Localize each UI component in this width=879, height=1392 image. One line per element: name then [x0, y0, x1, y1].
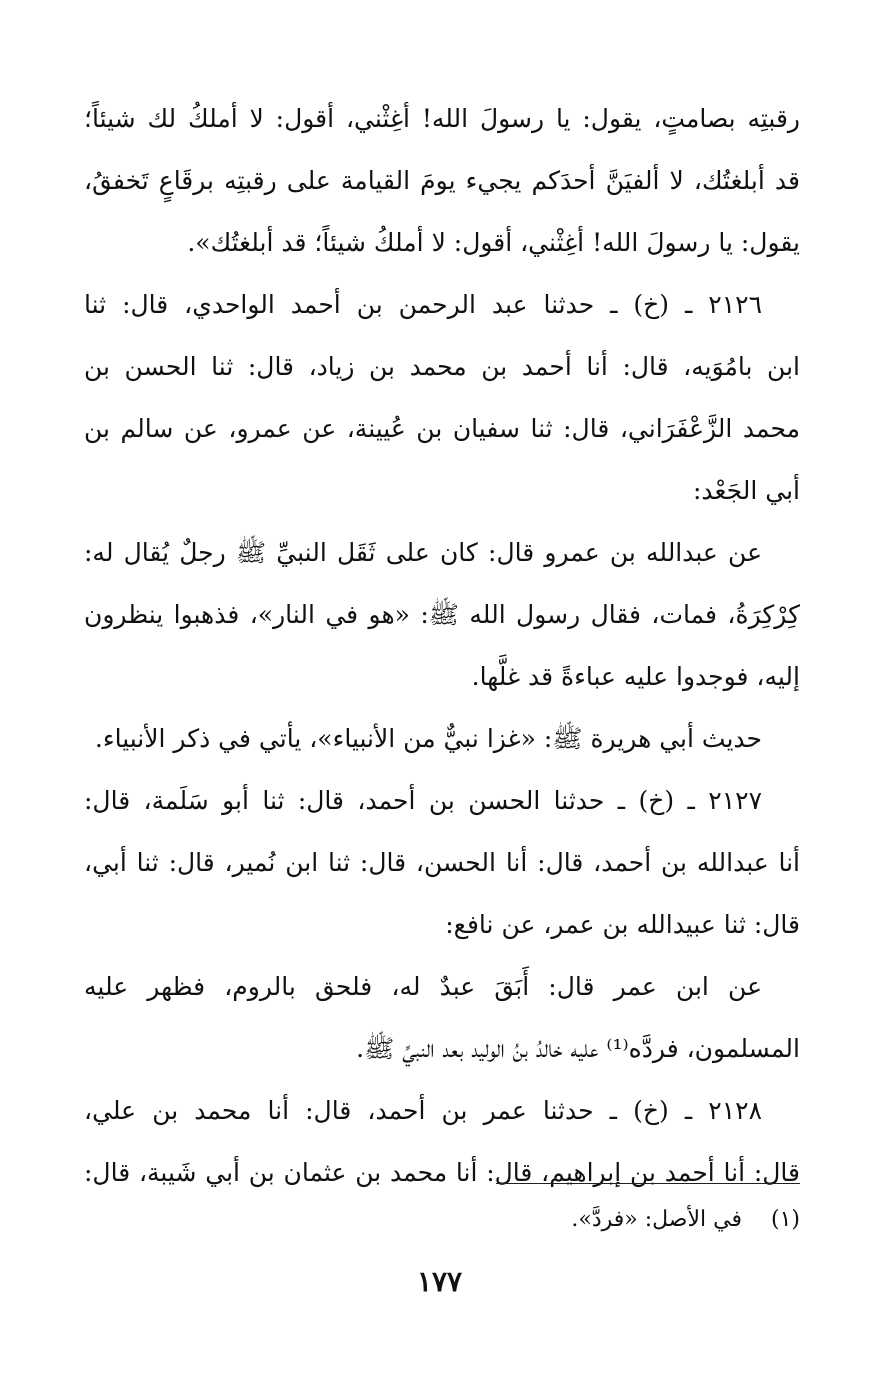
text-line: ٢١٢٧ ـ (خ) ـ حدثنا الحسن بن أحمد، قال: ثنا أبو سَلَمة، قال: [84, 786, 762, 815]
text-line: ٢١٢٨ ـ (خ) ـ حدثنا عمر بن أحمد، قال: أنا محمد بن علي، [84, 1096, 762, 1125]
text-line: عن ابن عمر قال: أَبَقَ عبدٌ له، فلحق بالروم، فظهر عليه [84, 972, 762, 1001]
page-number: ١٧٧ [416, 1265, 463, 1298]
text-line: قال: أنا أحمد بن إبراهيم، قال: أنا محمد بن عثمان بن أبي شَيبة، قال: [84, 1158, 800, 1187]
text-line: ابن بامُوَيه، قال: أنا أحمد بن محمد بن زياد، قال: ثنا الحسن بن [84, 352, 800, 381]
footnote-number: (١) [770, 1207, 800, 1232]
footnote-text: في الأصل: «فردَّ». [571, 1207, 742, 1232]
footnote [300, 1200, 800, 1240]
text-line: ٢١٢٦ ـ (خ) ـ حدثنا عبد الرحمن بن أحمد الواحدي، قال: ثنا [84, 290, 762, 319]
text-line: قال: ثنا عبيدالله بن عمر، عن نافع: [445, 910, 800, 939]
text-line: أنا عبدالله بن أحمد، قال: أنا الحسن، قال: ثنا ابن نُمير، قال: ثنا أبي، [84, 848, 800, 877]
text-line: كِرْكِرَةُ، فمات، فقال رسول الله ﷺ: «هو في النار»، فذهبوا ينظرون [84, 600, 800, 629]
text-line: قد أبلغتُك، لا ألفيَنَّ أحدَكم يجيء يومَ القيامة على رقبتِه برقَاعٍ تَخفقُ، [84, 166, 800, 195]
footnote-divider [496, 1183, 800, 1184]
text-line: رقبتِه بصامتٍ، يقول: يا رسولَ الله! أغِثْني، أقول: لا أملكُ لك شيئاً؛ [84, 104, 800, 133]
text-line: حديث أبي هريرة ﷺ: «غزا نبيٌّ من الأنبياء»، يأتي في ذكر الأنبياء. [94, 724, 762, 753]
text-line: أبي الجَعْد: [693, 476, 800, 505]
text-line: المسلمون، فردَّه⁽¹⁾ عليه خالدُ بنُ الوليد بعد النبيِّ ﷺ. [356, 1034, 800, 1063]
text-line: يقول: يا رسولَ الله! أغِثْني، أقول: لا أملكُ شيئاً؛ قد أبلغتُك». [187, 228, 800, 257]
text-line: محمد الزَّعْفَرَاني، قال: ثنا سفيان بن عُيينة، عن عمرو، عن سالم بن [84, 414, 800, 443]
text-line: إليه، فوجدوا عليه عباءةً قد غلَّها. [471, 662, 800, 691]
page-body [84, 88, 800, 1204]
text-line: عن عبدالله بن عمرو قال: كان على ثَقَل النبيِّ ﷺ رجلٌ يُقال له: [84, 538, 762, 567]
